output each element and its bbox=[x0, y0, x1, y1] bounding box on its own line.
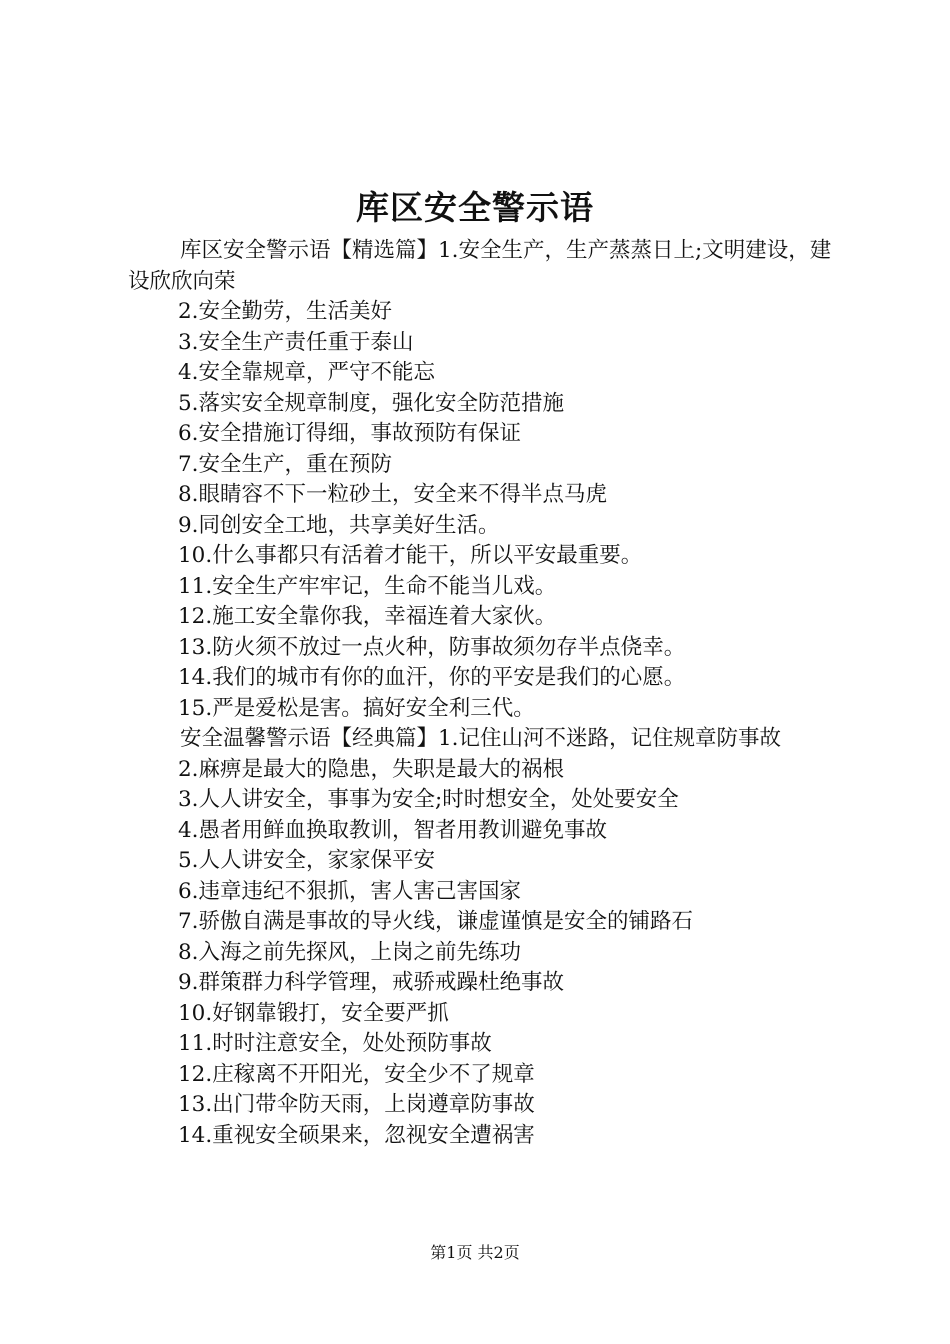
list-item: 7.骄傲自满是事故的导火线，谦虚谨慎是安全的铺路石 bbox=[178, 909, 694, 934]
list-item: 7.安全生产，重在预防 bbox=[178, 451, 393, 477]
section2-intro: 安全温馨警示语【经典篇】1.记住山河不迷路，记住规章防事故 bbox=[180, 726, 782, 751]
list-item: 8.眼睛容不下一粒砂土，安全来不得半点马虎 bbox=[178, 482, 608, 507]
list-item: 12.施工安全靠你我，幸福连着大家伙。 bbox=[178, 604, 557, 629]
list-item: 6.违章违纪不狠抓，害人害己害国家 bbox=[178, 878, 522, 904]
list-item: 3.安全生产责任重于泰山 bbox=[178, 329, 414, 355]
list-item: 6.安全措施订得细，事故预防有保证 bbox=[178, 421, 522, 446]
section1-list bbox=[128, 297, 833, 724]
document-title: 库区安全警示语 bbox=[356, 188, 594, 227]
page-footer: 第1页 共2页 bbox=[430, 1243, 520, 1262]
list-item: 10.好钢靠锻打，安全要严抓 bbox=[178, 1000, 449, 1026]
section1-intro: 库区安全警示语【精选篇】1.安全生产，生产蒸蒸日上;文明建设，建设欣欣向荣 bbox=[128, 238, 832, 294]
document-body bbox=[128, 236, 833, 1151]
list-item: 5.落实安全规章制度，强化安全防范措施 bbox=[178, 390, 565, 416]
section2-list bbox=[128, 755, 833, 1152]
list-item: 15.严是爱松是害。搞好安全利三代。 bbox=[178, 695, 535, 721]
list-item: 2.安全勤劳，生活美好 bbox=[178, 299, 393, 324]
list-item: 5.人人讲安全，家家保平安 bbox=[178, 848, 436, 873]
list-item: 14.我们的城市有你的血汗，你的平安是我们的心愿。 bbox=[178, 665, 686, 690]
list-item: 3.人人讲安全，事事为安全;时时想安全，处处要安全 bbox=[178, 787, 679, 812]
list-item: 11.安全生产牢牢记，生命不能当儿戏。 bbox=[178, 573, 557, 599]
list-item: 9.同创安全工地，共享美好生活。 bbox=[178, 512, 500, 538]
list-item: 10.什么事都只有活着才能干，所以平安最重要。 bbox=[178, 543, 643, 568]
list-item: 2.麻痹是最大的隐患，失职是最大的祸根 bbox=[178, 756, 565, 782]
list-item: 11.时时注意安全，处处预防事故 bbox=[178, 1031, 492, 1056]
list-item: 14.重视安全硕果来，忽视安全遭祸害 bbox=[178, 1122, 535, 1148]
list-item: 4.安全靠规章，严守不能忘 bbox=[178, 360, 436, 385]
list-item: 13.出门带伞防天雨，上岗遵章防事故 bbox=[178, 1092, 535, 1117]
list-item: 4.愚者用鲜血换取教训，智者用教训避免事故 bbox=[178, 817, 608, 843]
list-item: 12.庄稼离不开阳光，安全少不了规章 bbox=[178, 1061, 535, 1087]
list-item: 9.群策群力科学管理，戒骄戒躁杜绝事故 bbox=[178, 970, 565, 995]
list-item: 13.防火须不放过一点火种，防事故须勿存半点侥幸。 bbox=[178, 634, 686, 660]
list-item: 8.入海之前先探风，上岗之前先练功 bbox=[178, 939, 522, 965]
